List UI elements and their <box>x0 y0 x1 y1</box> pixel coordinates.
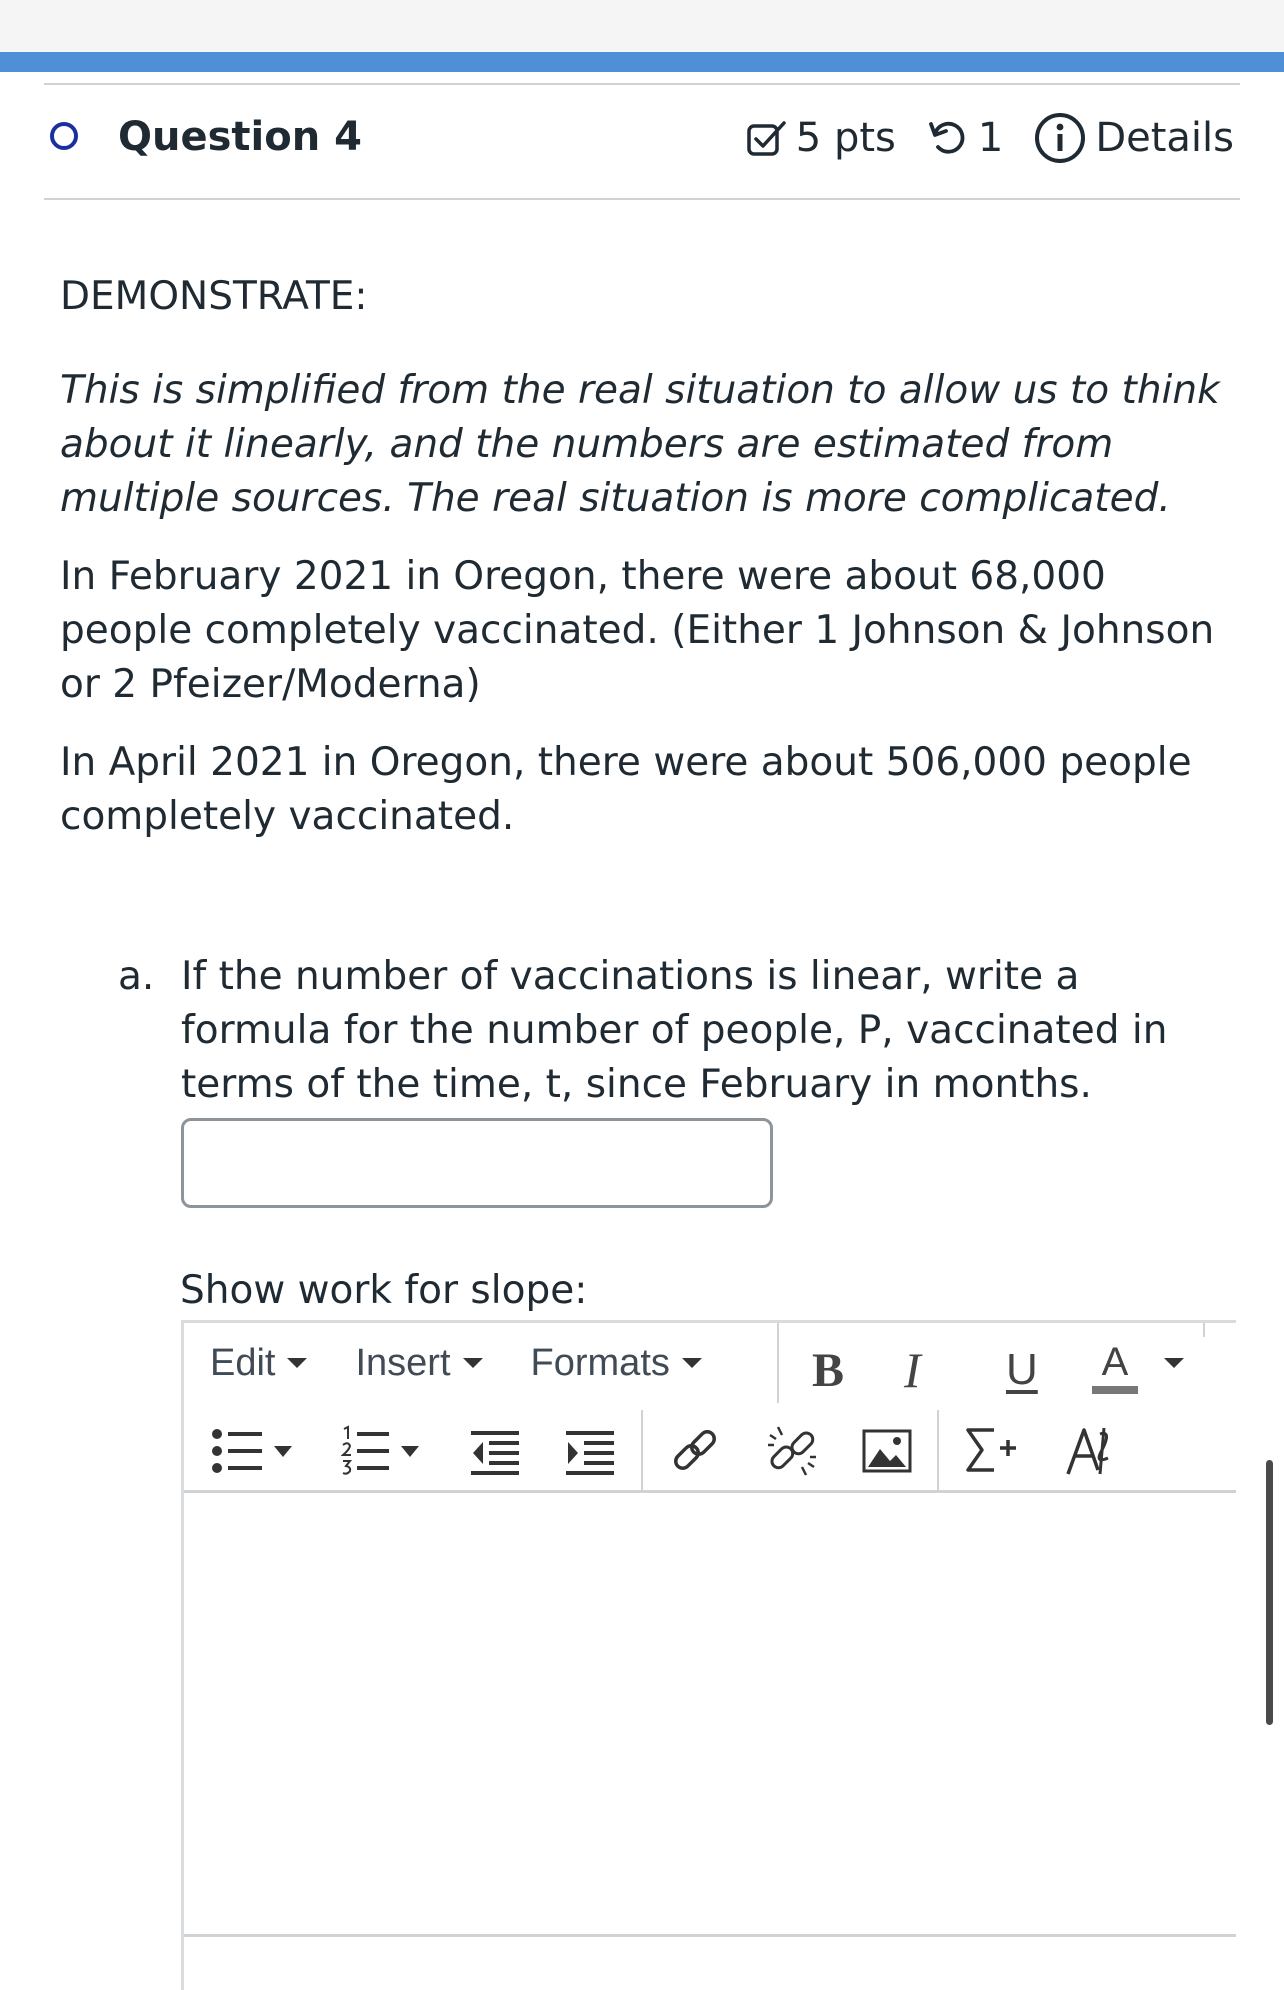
chevron-down-icon <box>463 1358 483 1368</box>
accent-bar <box>0 52 1284 72</box>
formats-menu[interactable] <box>505 1342 724 1385</box>
unlink-icon <box>764 1423 820 1479</box>
chevron-down-icon <box>682 1358 702 1368</box>
equation-button[interactable] <box>964 1414 1020 1488</box>
indent-icon <box>564 1425 616 1477</box>
attempts-count: 1 <box>977 115 1004 161</box>
edit-menu[interactable] <box>184 1342 329 1385</box>
chevron-down-icon <box>274 1446 292 1457</box>
toolbar-separator <box>937 1410 939 1490</box>
outdent-button[interactable] <box>469 1414 521 1488</box>
bold-button[interactable]: B <box>812 1343 845 1397</box>
direction-icon <box>1064 1424 1116 1478</box>
indent-button[interactable] <box>564 1414 616 1488</box>
numbered-list-button[interactable] <box>341 1414 419 1488</box>
toolbar-separator <box>1203 1323 1205 1337</box>
divider <box>44 83 1240 85</box>
italic-button[interactable]: I <box>904 1342 921 1398</box>
insert-menu-label: Insert <box>355 1341 451 1384</box>
outdent-icon <box>469 1425 521 1477</box>
insert-menu[interactable] <box>329 1342 504 1385</box>
editor-body[interactable] <box>184 1493 1236 1934</box>
part-a <box>118 950 1218 1112</box>
link-button[interactable] <box>668 1414 722 1488</box>
points-checkbox-icon <box>746 117 788 159</box>
attempts-icon <box>926 116 970 160</box>
answer-input[interactable] <box>181 1118 773 1208</box>
text-color-letter: A <box>1101 1340 1129 1384</box>
page-scrollbar[interactable] <box>1266 1460 1273 1725</box>
question-title: Question 4 <box>118 114 362 160</box>
toolbar-separator <box>777 1323 779 1403</box>
part-a-text: If the number of vaccinations is linear, write a formula for the number of people, P, vaccinated in terms of the time, t, since February in months. <box>181 954 1168 1107</box>
text-color-swatch <box>1092 1386 1138 1394</box>
top-band <box>0 0 1284 52</box>
part-a-marker: a. <box>118 954 155 999</box>
divider <box>44 198 1240 200</box>
chevron-down-icon <box>401 1446 419 1457</box>
content-april: In April 2021 in Oregon, there were about 506,000 people completely vaccinated. <box>60 740 1192 839</box>
question-status-icon <box>50 122 78 150</box>
content-heading: DEMONSTRATE: <box>60 274 368 319</box>
toolbar-separator <box>641 1410 643 1490</box>
image-icon <box>862 1429 912 1473</box>
question-header <box>44 100 1240 190</box>
content-note: This is simplified from the real situation to allow us to think about it linearly, and the numbers are estimated from multiple sources. The real situation is more complicated. <box>60 368 1220 521</box>
image-button[interactable] <box>862 1414 912 1488</box>
underline-button[interactable]: U <box>1006 1345 1038 1394</box>
equation-icon <box>964 1424 1020 1478</box>
formats-menu-label: Formats <box>530 1341 670 1384</box>
question-meta <box>746 108 1234 168</box>
question-content <box>60 270 1230 844</box>
text-color-button[interactable] <box>1092 1340 1138 1400</box>
details-link[interactable]: Details <box>1095 115 1234 161</box>
bullet-list-button[interactable] <box>210 1414 292 1488</box>
rich-text-editor <box>181 1320 1233 1990</box>
text-color-dropdown-icon[interactable] <box>1164 1358 1184 1368</box>
editor-statusbar-border <box>184 1934 1236 1937</box>
bullet-list-icon <box>210 1425 264 1477</box>
content-february: In February 2021 in Oregon, there were about 68,000 people completely vaccinated. (Either 1 Johnson & Johnson or 2 Pfeizer/Moderna) <box>60 554 1215 707</box>
edit-menu-label: Edit <box>210 1341 276 1384</box>
text-direction-button[interactable] <box>1064 1414 1116 1488</box>
editor-menubar <box>184 1323 774 1403</box>
numbered-list-icon <box>341 1425 391 1477</box>
unlink-button[interactable] <box>764 1414 820 1488</box>
info-icon[interactable] <box>1033 111 1087 165</box>
chevron-down-icon <box>287 1358 307 1368</box>
work-label: Show work for slope: <box>180 1268 588 1313</box>
points-label: 5 pts <box>795 115 896 161</box>
link-icon <box>668 1424 722 1478</box>
